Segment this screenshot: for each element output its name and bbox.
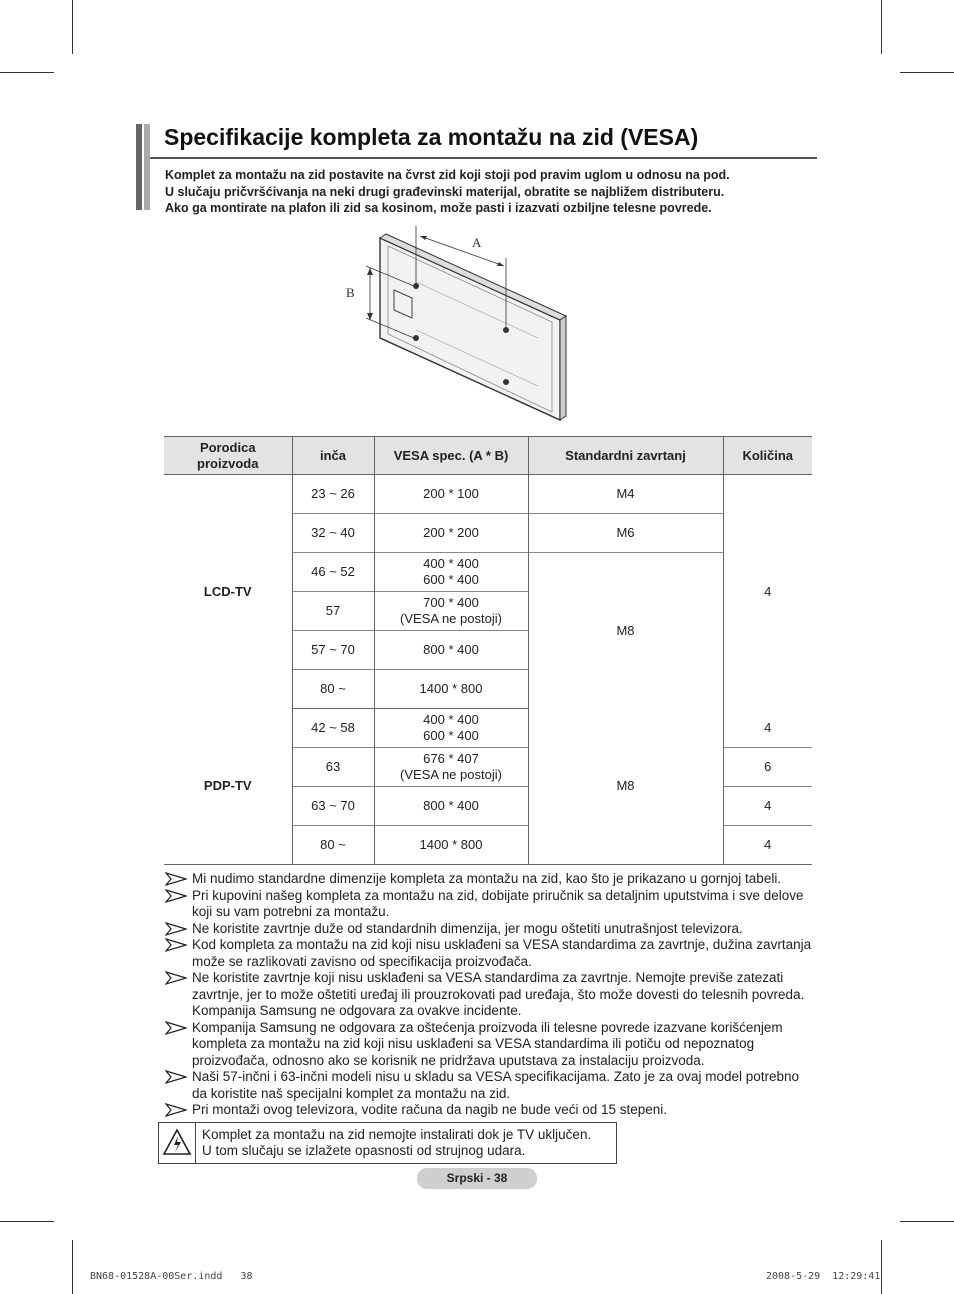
size-cell: 57 bbox=[292, 592, 374, 631]
qty-cell: 4 bbox=[723, 787, 812, 826]
family-cell: LCD-TV bbox=[203, 583, 252, 599]
title-accent-bar bbox=[136, 124, 150, 210]
note-text: Mi nudimo standardne dimenzije kompleta za montažu na zid, kao što je prikazano u gornjoj tabeli. bbox=[192, 871, 782, 886]
screw-cell: M8 bbox=[528, 553, 723, 709]
vesa-cell: 1400 * 800 bbox=[374, 826, 528, 865]
warning-text bbox=[202, 1127, 612, 1159]
header-qty: Količina bbox=[723, 437, 812, 475]
table-header-row bbox=[164, 437, 812, 475]
size-cell: 42 ~ 58 bbox=[292, 709, 374, 748]
vesa-cell: 1400 * 800 bbox=[374, 670, 528, 709]
crop-mark bbox=[72, 1240, 73, 1294]
note-text: Kod kompleta za montažu na zid koji nisu usklađeni sa VESA standardima za zavrtnje, dužina zavrtanja može se razlikovati zavisno od specifikacija proizvođača. bbox=[192, 937, 812, 969]
footer-file: BN68-01528A-00Ser.indd 38 bbox=[90, 1271, 253, 1282]
title-underline bbox=[150, 157, 817, 159]
intro-line: Komplet za montažu na zid postavite na čvrst zid koji stoji pod pravim uglom u odnosu na pod. bbox=[165, 168, 730, 182]
warning-box bbox=[158, 1122, 617, 1164]
arrow-bullet-icon bbox=[165, 938, 187, 952]
list-item bbox=[165, 1020, 815, 1070]
vesa-line: 600 * 400 bbox=[423, 728, 479, 743]
family-cell: PDP-TV bbox=[164, 709, 292, 865]
footer-time: 12:29:41 bbox=[832, 1271, 881, 1282]
footer-date: 2008-5-29 bbox=[766, 1271, 821, 1282]
header-screw: Standardni zavrtanj bbox=[528, 437, 723, 475]
notes-list bbox=[165, 871, 815, 1119]
page-number-badge: Srpski - 38 bbox=[417, 1168, 537, 1189]
vesa-cell: 800 * 400 bbox=[374, 631, 528, 670]
note-text: Kompanija Samsung ne odgovara za oštećenja proizvoda ili telesne povrede izazvane korišćenjem kompleta za montažu na zid koji nisu usklađeni sa VESA standardima ili potiču od nepoznatog proizvođača, odnosno ako se korisnik ne pridržava uputstava za instalaciju proizvoda. bbox=[192, 1019, 783, 1068]
list-item bbox=[165, 970, 815, 1020]
header-inch: inča bbox=[292, 437, 374, 475]
table-row bbox=[164, 709, 812, 748]
vesa-line: 676 * 407 bbox=[423, 751, 479, 766]
size-cell: 80 ~ bbox=[292, 670, 374, 709]
vesa-line: 400 * 400 bbox=[423, 712, 479, 727]
vesa-cell: 200 * 100 bbox=[374, 475, 528, 514]
arrow-bullet-icon bbox=[165, 872, 187, 886]
size-cell: 46 ~ 52 bbox=[292, 553, 374, 592]
screw-cell: M6 bbox=[528, 514, 723, 553]
size-cell: 57 ~ 70 bbox=[292, 631, 374, 670]
vesa-line: (VESA ne postoji) bbox=[400, 611, 502, 626]
crop-mark bbox=[0, 1221, 54, 1222]
arrow-bullet-icon bbox=[165, 971, 187, 985]
size-cell: 63 ~ 70 bbox=[292, 787, 374, 826]
screw-cell: M8 bbox=[528, 709, 723, 865]
note-text: Ne koristite zavrtnje duže od standardnih dimenzija, jer mogu oštetiti unutrašnjost televizora. bbox=[192, 920, 743, 936]
arrow-bullet-icon bbox=[165, 1103, 187, 1117]
crop-mark bbox=[0, 72, 54, 73]
list-item bbox=[165, 1069, 815, 1102]
intro-line: Ako ga montirate na plafon ili zid sa kosinom, može pasti i izazvati ozbiljne telesne povrede. bbox=[165, 201, 712, 215]
qty-cell: 4 bbox=[723, 826, 812, 865]
warning-icon-box bbox=[159, 1123, 196, 1163]
crop-mark bbox=[72, 0, 73, 54]
vesa-cell: 200 * 200 bbox=[374, 514, 528, 553]
intro-text bbox=[165, 167, 815, 217]
list-item bbox=[165, 1102, 815, 1119]
vesa-line: (VESA ne postoji) bbox=[400, 767, 502, 782]
crop-mark bbox=[881, 0, 882, 54]
size-cell: 23 ~ 26 bbox=[292, 475, 374, 514]
dimension-b-label: B bbox=[346, 285, 355, 300]
size-cell: 32 ~ 40 bbox=[292, 514, 374, 553]
vesa-cell bbox=[374, 709, 528, 748]
dimension-a-label: A bbox=[472, 235, 482, 250]
vesa-spec-table bbox=[164, 436, 812, 865]
arrow-bullet-icon bbox=[165, 1070, 187, 1084]
size-cell: 63 bbox=[292, 748, 374, 787]
intro-line: U slučaju pričvršćivanja na neki drugi građevinski materijal, obratite se najbližem distributeru. bbox=[165, 184, 725, 199]
tv-back-diagram bbox=[340, 222, 570, 430]
warning-triangle-icon bbox=[159, 1123, 195, 1163]
note-text: Pri montaži ovog televizora, vodite računa da nagib ne bude veći od 15 stepeni. bbox=[192, 1102, 668, 1117]
header-vesa: VESA spec. (A * B) bbox=[374, 437, 528, 475]
size-cell: 80 ~ bbox=[292, 826, 374, 865]
footer-timestamp bbox=[766, 1271, 880, 1282]
arrow-bullet-icon bbox=[165, 1021, 187, 1035]
note-text: Ne koristite zavrtnje koji nisu usklađeni sa VESA standardima za zavrtnje. Nemojte previše zatezati zavrtnje, jer to može oštetiti uređaj ili prouzrokovati pad uređaja, što može dovesti do telesnih povreda. Kompanija Samsung ne odgovara za ovakve incidente. bbox=[192, 970, 805, 1018]
table-row bbox=[164, 475, 812, 514]
list-item bbox=[165, 871, 815, 888]
warning-line: U tom slučaju se izlažete opasnosti od strujnog udara. bbox=[202, 1143, 526, 1158]
note-text: Naši 57-inčni i 63-inčni modeli nisu u skladu sa VESA specifikacijama. Zato je za ovaj model potrebno da koristite naš specijalni komplet za montažu na zid. bbox=[192, 1069, 800, 1101]
arrow-bullet-icon bbox=[165, 889, 187, 903]
vesa-cell bbox=[374, 748, 528, 787]
qty-cell: 4 bbox=[723, 709, 812, 748]
note-text: Pri kupovini našeg kompleta za montažu na zid, dobijate priručnik sa detaljnim uputstvima i sve delove koji su vam potrebni za montažu. bbox=[192, 887, 804, 919]
qty-cell: 4 bbox=[723, 475, 812, 709]
vesa-line: 400 * 400 bbox=[423, 556, 479, 571]
header-family: Porodica proizvoda bbox=[164, 437, 292, 475]
list-item bbox=[165, 937, 815, 970]
qty-cell: 6 bbox=[723, 748, 812, 787]
screw-cell: M4 bbox=[528, 475, 723, 514]
vesa-cell: 800 * 400 bbox=[374, 787, 528, 826]
list-item bbox=[165, 921, 815, 938]
vesa-line: 600 * 400 bbox=[423, 572, 479, 587]
crop-mark bbox=[900, 1221, 954, 1222]
vesa-line: 700 * 400 bbox=[423, 595, 479, 610]
list-item bbox=[165, 888, 815, 921]
crop-mark bbox=[900, 72, 954, 73]
crop-mark bbox=[881, 1240, 882, 1294]
tv-back-illustration bbox=[340, 222, 570, 430]
page-title: Specifikacije kompleta za montažu na zid (VESA) bbox=[164, 124, 699, 150]
arrow-bullet-icon bbox=[165, 922, 187, 936]
warning-line: Komplet za montažu na zid nemojte instalirati dok je TV uključen. bbox=[202, 1127, 592, 1142]
vesa-cell bbox=[374, 592, 528, 631]
vesa-cell bbox=[374, 553, 528, 592]
